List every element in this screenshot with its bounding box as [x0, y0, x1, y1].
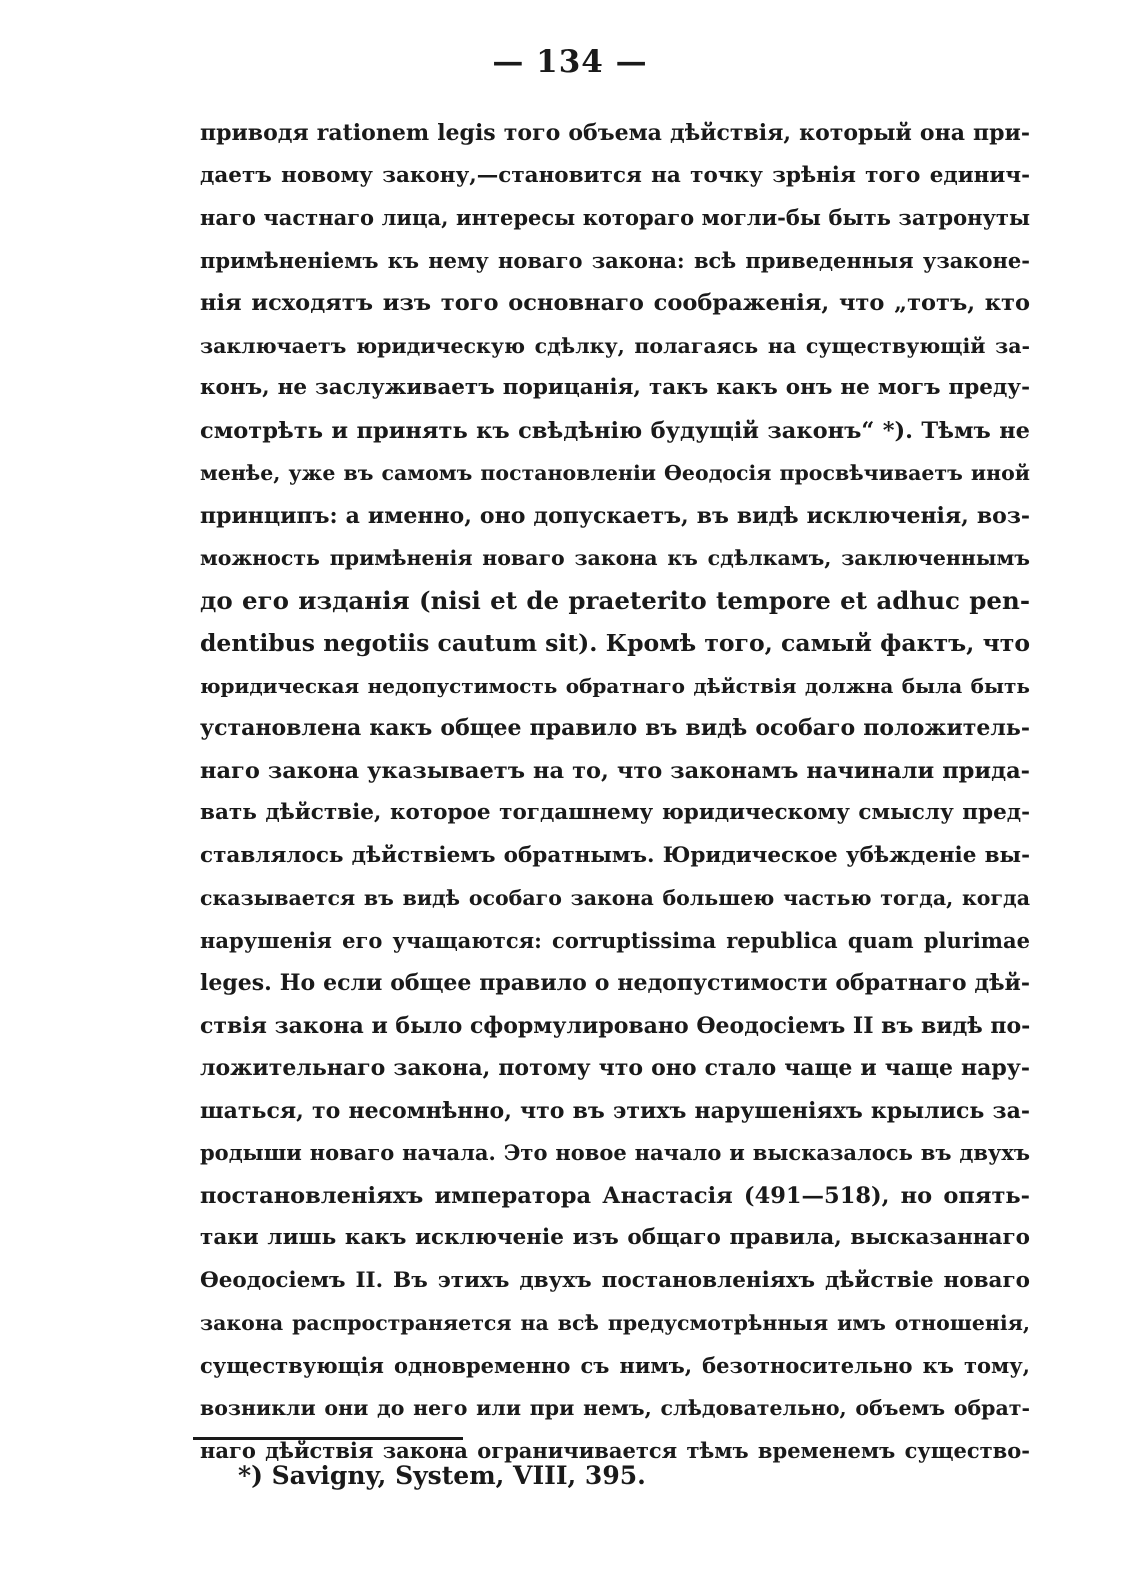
text-line: возникли они до него или при немъ, слѣдовательно, объемъ обрат- — [200, 1396, 1030, 1420]
text-line: шаться, то несомнѣнно, что въ этихъ нарушеніяхъ крылись за- — [200, 1097, 1030, 1124]
text-line: приводя rationem legis того объема дѣйствія, который она при- — [200, 120, 1030, 146]
text-line: ствія закона и было сформулировано Ѳеодосіемъ II въ видѣ по- — [200, 1012, 1030, 1039]
text-line: таки лишь какъ исключеніе изъ общаго правила, высказаннаго — [200, 1225, 1030, 1250]
text-line: leges. Но если общее правило о недопустимости обратнаго дѣй- — [200, 970, 1030, 996]
text-line: принципъ: а именно, оно допускаетъ, въ видѣ исключенія, воз- — [200, 502, 1030, 529]
text-line: до его изданія (nisi et de praeterito tempore et adhuc pen- — [200, 585, 1030, 615]
text-line: конъ, не заслуживаетъ порицанія, такъ какъ онъ не могъ преду- — [200, 375, 1030, 400]
text-line: нарушенія его учащаются: corruptissima republica quam plurimae — [200, 927, 1030, 953]
text-line: Ѳеодосіемъ II. Въ этихъ двухъ постановленіяхъ дѣйствіе новаго — [200, 1267, 1030, 1293]
text-line: родыши новаго начала. Это новое начало и высказалось въ двухъ — [200, 1140, 1030, 1165]
text-line: даетъ новому закону,—становится на точку зрѣнія того единич- — [200, 162, 1030, 188]
text-line: наго дѣйствія закона ограничивается тѣмъ временемъ существо- — [200, 1437, 1030, 1463]
text-line: установлена какъ общее правило въ видѣ особаго положитель- — [200, 715, 1030, 741]
page-number: — 134 — — [492, 44, 648, 80]
footnote: *) Savigny, System, VIII, 395. — [238, 1461, 646, 1490]
text-line: ставлялось дѣйствіемъ обратнымъ. Юридическое убѣжденіе вы- — [200, 842, 1030, 868]
text-line: можность примѣненія новаго закона къ сдѣлкамъ, заключеннымъ — [200, 546, 1030, 570]
text-line: вать дѣйствіе, которое тогдашнему юридическому смыслу пред- — [200, 800, 1030, 825]
text-line: закона распространяется на всѣ предусмотрѣнныя имъ отношенія, — [200, 1311, 1030, 1335]
text-line: нія исходятъ изъ того основнаго соображенія, что „тотъ, кто — [200, 290, 1030, 316]
text-line: сказывается въ видѣ особаго закона большею частью тогда, когда — [200, 886, 1030, 910]
footnote-divider — [193, 1437, 463, 1440]
text-line: постановленіяхъ императора Анастасія (491—518), но опять- — [200, 1182, 1030, 1209]
text-line: dentibus negotiis cautum sit). Кромѣ того, самый фактъ, что — [200, 629, 1030, 657]
text-line: менѣе, уже въ самомъ постановленіи Ѳеодосія просвѣчиваетъ иной — [200, 461, 1030, 485]
text-line: наго закона указываетъ на то, что законамъ начинали прида- — [200, 757, 1030, 784]
text-line: наго частнаго лица, интересы котораго могли-бы быть затронуты — [200, 205, 1030, 230]
body-text — [200, 112, 1030, 1472]
text-line: заключаетъ юридическую сдѣлку, полагаясь на существующій за- — [200, 333, 1030, 358]
text-line: существующія одновременно съ нимъ, безотносительно къ тому, — [200, 1352, 1030, 1378]
text-line: смотрѣть и принять къ свѣдѣнію будущій законъ“ *). Тѣмъ не — [200, 417, 1030, 444]
text-line: примѣненіемъ къ нему новаго закона: всѣ приведенныя узаконе- — [200, 247, 1030, 273]
text-line: юридическая недопустимость обратнаго дѣйствія должна была быть — [200, 673, 1030, 698]
text-line: ложительнаго закона, потому что оно стало чаще и чаще нару- — [200, 1055, 1030, 1081]
